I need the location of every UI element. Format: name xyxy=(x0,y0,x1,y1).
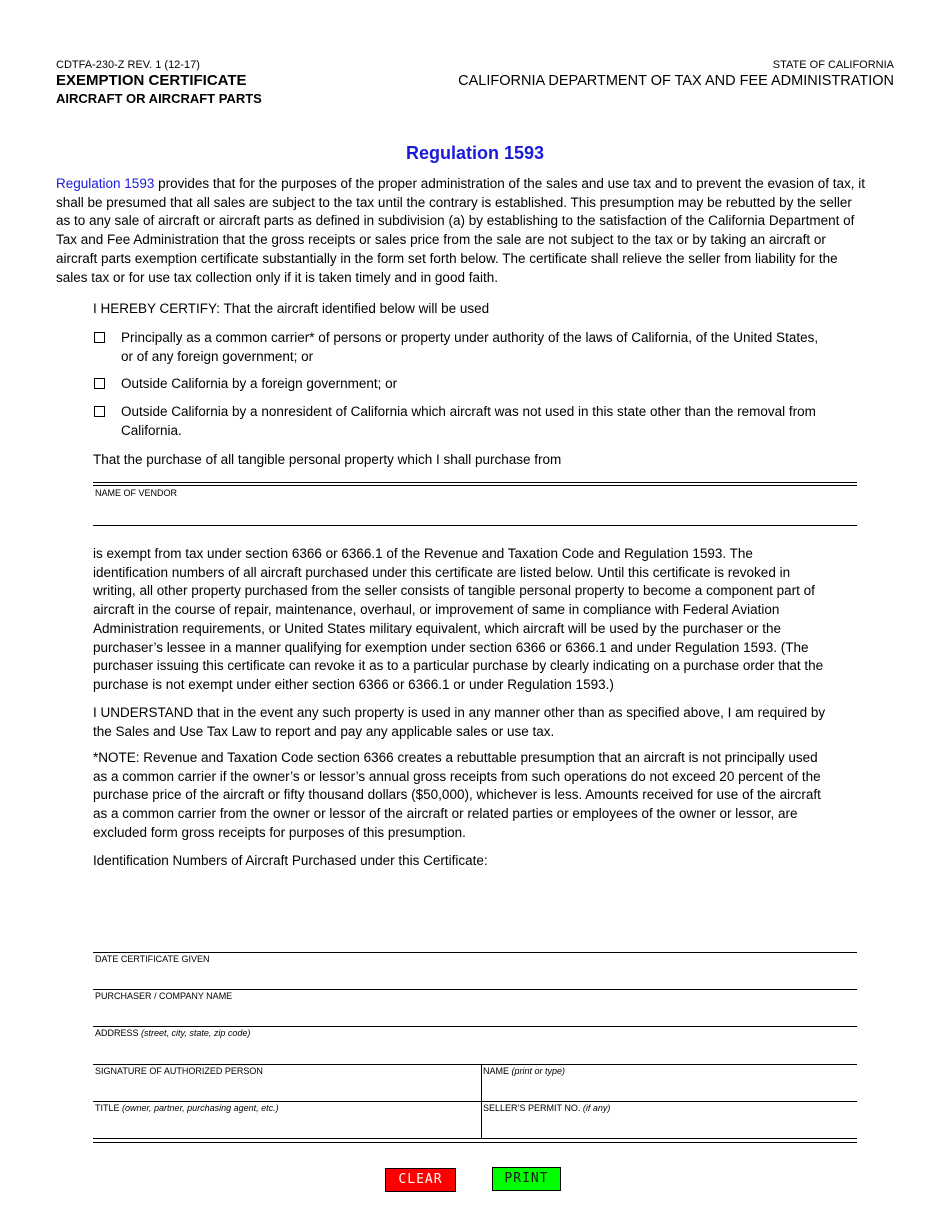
page-title: Regulation 1593 xyxy=(405,143,545,163)
purchaser-label: PURCHASER / COMPANY NAME xyxy=(95,991,233,1001)
exempt-line: aircraft in the course of repair, maintenance, overhaul, or improvement of same in compliance with Federal Aviation xyxy=(93,602,780,618)
name-label xyxy=(483,1066,565,1076)
understand-paragraph xyxy=(93,704,863,741)
understand-line: I UNDERSTAND that in the event any such property is used in any manner other than as specified above, I am required by xyxy=(93,705,826,720)
note-line: purchase price of the aircraft or fifty thousand dollars ($50,000), whichever is less. Amounts received for use of the aircraft xyxy=(93,787,821,803)
title-hint: (owner, partner, purchasing agent, etc.) xyxy=(122,1103,279,1113)
title-label-text: TITLE xyxy=(95,1103,120,1113)
exempt-line: identification numbers of all aircraft purchased under this certificate are listed below. Until this certificate is revoked in xyxy=(93,564,791,580)
intro-line: Tax and Fee Administration that the gross receipts or sales price from the sale are not subject to the tax or by taking an aircraft or xyxy=(56,232,826,248)
name-hint: (print or type) xyxy=(511,1066,566,1076)
identification-label: Identification Numbers of Aircraft Purchased under this Certificate: xyxy=(93,853,488,868)
note-paragraph xyxy=(93,749,863,843)
purchaser-rule xyxy=(93,989,857,990)
signature-input[interactable] xyxy=(93,1076,479,1100)
address-label xyxy=(95,1028,250,1038)
vendor-input[interactable] xyxy=(93,498,857,524)
exempt-line: is exempt from tax under section 6366 or 6366.1 of the Revenue and Taxation Code and Regulation 1593. The xyxy=(93,546,753,561)
option-line: Outside California by a nonresident of California which aircraft was not used in this state other than the removal from xyxy=(121,404,816,419)
bottom-rule xyxy=(93,1138,857,1139)
intro-line: sales tax or for use tax collection only if it is taken timely and in good faith. xyxy=(56,269,498,285)
identification-input[interactable] xyxy=(93,874,857,950)
print-button[interactable]: PRINT xyxy=(492,1167,561,1191)
address-hint: (street, city, state, zip code) xyxy=(141,1028,251,1038)
vendor-rule xyxy=(93,485,857,486)
title-input[interactable] xyxy=(93,1113,479,1137)
note-line: as a common carrier from the owner or lessor of the aircraft or related parties or employees of the owner or lessor, are xyxy=(93,806,798,822)
name-input[interactable] xyxy=(482,1076,857,1100)
permit-input[interactable] xyxy=(482,1113,857,1137)
permit-label xyxy=(483,1103,610,1113)
form-subtitle: AIRCRAFT OR AIRCRAFT PARTS xyxy=(56,91,262,106)
name-label-text: NAME xyxy=(483,1066,510,1076)
option-common-carrier-checkbox[interactable] xyxy=(94,332,105,343)
vendor-label: NAME OF VENDOR xyxy=(95,488,178,498)
exempt-line: purchase is not exempt under either section 6366 or 6366.1 or under Regulation 1593.) xyxy=(93,676,614,692)
certify-text: I HEREBY CERTIFY: That the aircraft identified below will be used xyxy=(93,301,490,316)
form-title: EXEMPTION CERTIFICATE xyxy=(56,72,247,89)
intro-line: shall be presumed that all sales are subject to the tax until the contrary is established. This presumption may be rebutted by the seller xyxy=(56,194,852,210)
option-line: Principally as a common carrier* of persons or property under authority of the laws of California, of the United States, xyxy=(121,330,819,345)
signature-rule xyxy=(93,1064,857,1065)
permit-label-text: SELLER’S PERMIT NO. xyxy=(483,1103,581,1113)
bottom-rule-double xyxy=(93,1142,857,1143)
address-input[interactable] xyxy=(93,1038,857,1062)
option-line: California. xyxy=(121,422,182,438)
purchaser-input[interactable] xyxy=(93,1001,857,1025)
option-line: or of any foreign government; or xyxy=(121,348,314,364)
date-input[interactable] xyxy=(93,964,857,988)
title-label xyxy=(95,1103,279,1113)
note-line: as a common carrier if the owner’s or lessor’s annual gross receipts from such operations do not exceed 20 percent of the xyxy=(93,768,821,784)
note-line: excluded form gross receipts for purposes of this presumption. xyxy=(93,824,466,840)
exempt-line: Administration requirements, or United States military equivalent, which aircraft will be used by the purchaser or the xyxy=(93,620,782,636)
note-line: *NOTE: Revenue and Taxation Code section 6366 creates a rebuttable presumption that an aircraft is not principally used xyxy=(93,750,818,765)
option-foreign-government-checkbox[interactable] xyxy=(94,378,105,389)
exempt-paragraph xyxy=(93,545,863,695)
column-divider xyxy=(481,1064,482,1138)
exempt-line: purchaser issuing this certificate can revoke it as to a particular purchase by clearly indicating on a purchase order that the xyxy=(93,658,824,674)
option-nonresident-checkbox[interactable] xyxy=(94,406,105,417)
form-number: CDTFA-230-Z REV. 1 (12-17) xyxy=(56,59,200,71)
address-rule xyxy=(93,1026,857,1027)
date-label: DATE CERTIFICATE GIVEN xyxy=(95,954,210,964)
regulation-link[interactable]: Regulation 1593 xyxy=(56,176,155,191)
understand-line: the Sales and Use Tax Law to report and pay any applicable sales or use tax. xyxy=(93,723,555,739)
signature-label: SIGNATURE OF AUTHORIZED PERSON xyxy=(95,1066,263,1076)
intro-line: provides that for the purposes of the proper administration of the sales and use tax and to prevent the evasion of tax, it xyxy=(154,176,866,191)
option-common-carrier xyxy=(121,329,818,366)
option-foreign-government: Outside California by a foreign government; or xyxy=(121,376,398,391)
permit-hint: (if any) xyxy=(582,1103,611,1113)
exempt-line: purchaser’s lessee in a manner qualifying for exemption under section 6366 or 6366.1 and under Regulation 1593. (The xyxy=(93,639,809,655)
address-label-text: ADDRESS xyxy=(95,1028,139,1038)
option-nonresident xyxy=(121,403,816,440)
vendor-top-rule xyxy=(93,482,857,483)
intro-line: as to any sale of aircraft or aircraft parts as defined in subdivision (a) by establishing to the satisfaction of the California Department of xyxy=(56,213,855,229)
state-label: STATE OF CALIFORNIA xyxy=(772,59,894,71)
exempt-line: writing, all other property purchased from the seller consists of tangible personal property to become a component part of xyxy=(93,583,815,599)
title-rule xyxy=(93,1101,857,1102)
purchase-text: That the purchase of all tangible personal property which I shall purchase from xyxy=(93,452,562,467)
agency-name: CALIFORNIA DEPARTMENT OF TAX AND FEE ADMINISTRATION xyxy=(458,73,894,89)
intro-paragraph xyxy=(56,175,896,287)
clear-button[interactable]: CLEAR xyxy=(385,1168,456,1192)
intro-line: aircraft parts exemption certificate substantially in the form set forth below. The certificate shall relieve the seller from liability for the xyxy=(56,250,838,266)
date-rule xyxy=(93,952,857,953)
vendor-bottom-rule xyxy=(93,525,857,526)
